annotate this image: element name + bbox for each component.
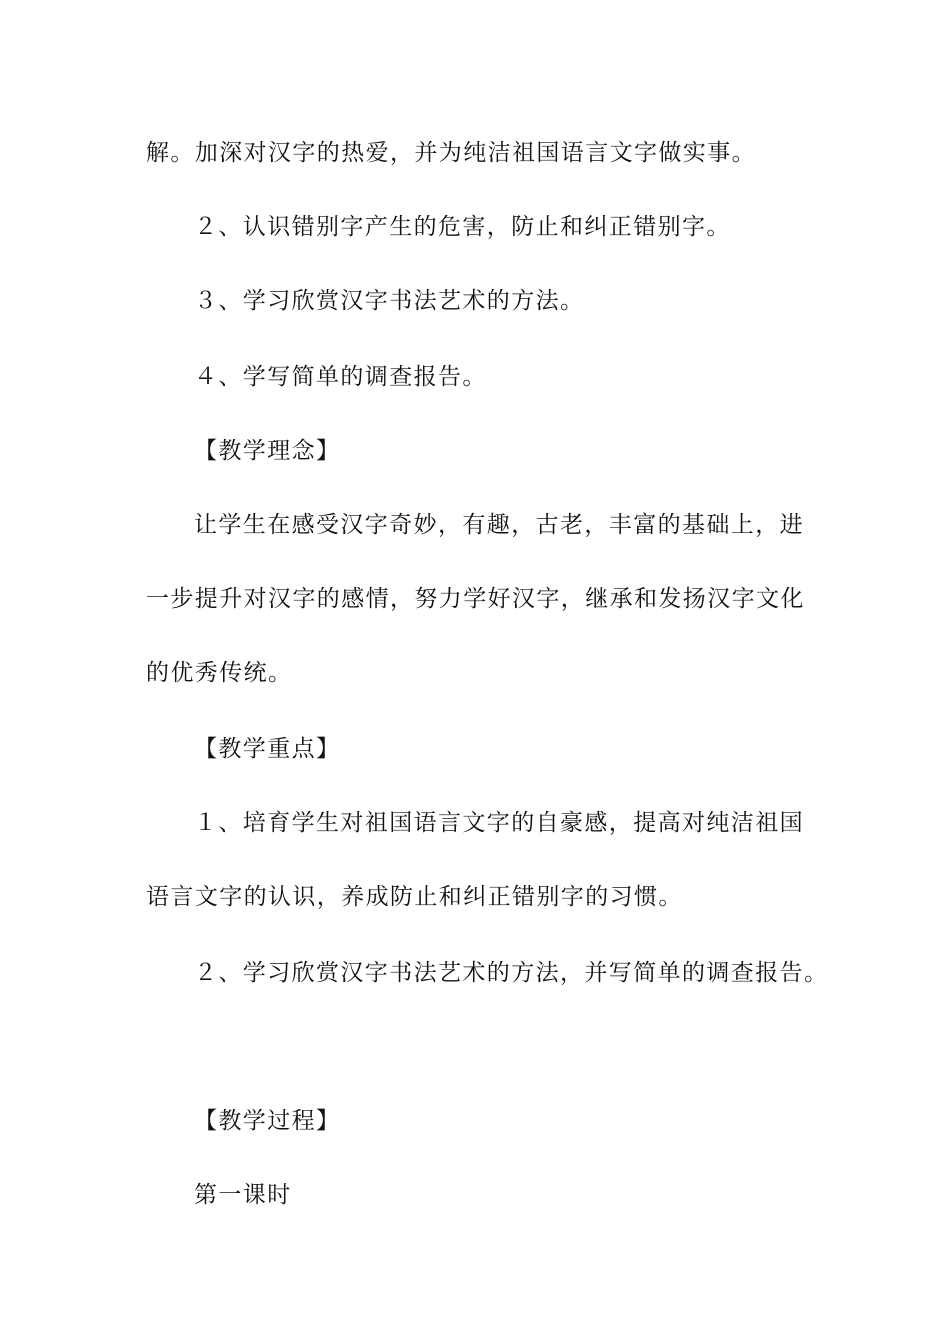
list-item-1: １、培育学生对祖国语言文字的自豪感，提高对纯洁祖国 — [194, 810, 804, 836]
list-item-2: ２、学习欣赏汉字书法艺术的方法，并写简单的调查报告。 — [194, 960, 829, 986]
list-item-2: ２、认识错别字产生的危害，防止和纠正错别字。 — [194, 214, 731, 240]
paragraph-line: 让学生在感受汉字奇妙，有趣，古老，丰富的基础上，进 — [194, 512, 804, 538]
list-item-4: ４、学写简单的调查报告。 — [194, 364, 487, 390]
section-heading-teaching-process: 【教学过程】 — [194, 1108, 341, 1134]
section-heading-teaching-philosophy: 【教学理念】 — [194, 438, 341, 464]
lesson-label: 第一课时 — [194, 1182, 292, 1208]
section-heading-teaching-focus: 【教学重点】 — [194, 736, 341, 762]
list-item-3: ３、学习欣赏汉字书法艺术的方法。 — [194, 288, 585, 314]
paragraph-line: 一步提升对汉字的感情，努力学好汉字，继承和发扬汉字文化 — [146, 586, 805, 612]
paragraph-line: 解。加深对汉字的热爱，并为纯洁祖国语言文字做实事。 — [146, 140, 756, 166]
paragraph-line: 的优秀传统。 — [146, 660, 293, 686]
paragraph-line: 语言文字的认识，养成防止和纠正错别字的习惯。 — [146, 884, 683, 910]
